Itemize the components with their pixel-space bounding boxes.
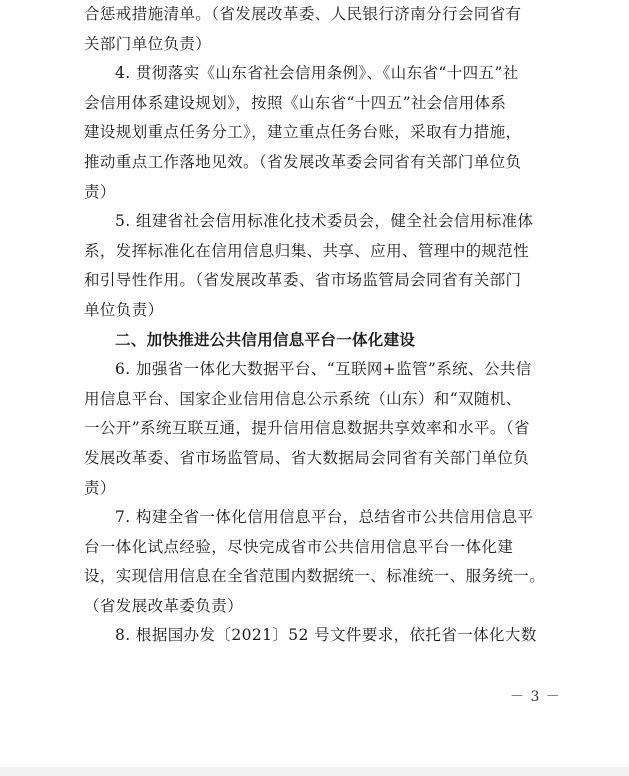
text-line: 会信用体系建设规划》，按照《山东省“十四五”社会信用体系 <box>84 93 507 112</box>
text-line: 6. 加强省一体化大数据平台、“互联网+监管”系统、公共信 <box>115 360 532 379</box>
text-line: 台一体化试点经验，尽快完成省市公共信用信息平台一体化建 <box>84 537 514 556</box>
text-line: 和引导性作用。（省发展改革委、省市场监管局会同省有关部门 <box>84 271 522 290</box>
body-text <box>84 0 554 651</box>
text-line: 合惩戒措施清单。（省发展改革委、人民银行济南分行会同省有 <box>84 5 522 23</box>
text-line: 4. 贯彻落实《山东省社会信用条例》、《山东省“十四五”社 <box>115 64 519 83</box>
text-line: 8. 根据国办发〔2021〕52 号文件要求，依托省一体化大数 <box>115 626 537 645</box>
text-line: 用信息平台、国家企业信用信息公示系统（山东）和“双随机、 <box>84 389 522 408</box>
text-line: （省发展改革委负责） <box>84 596 244 615</box>
text-line: 单位负责） <box>84 300 164 319</box>
text-line: 建设规划重点任务分工》，建立重点任务台账，采取有力措施， <box>84 123 522 142</box>
text-line: 责） <box>84 478 116 497</box>
text-line: 一公开”系统互联互通，提升信用信息数据共享效率和水平。（省 <box>84 419 530 438</box>
text-line: 5. 组建省社会信用标准化技术委员会，健全社会信用标准体 <box>115 212 534 231</box>
page-number: － 3 － <box>510 689 561 705</box>
text-line: 系，发挥标准化在信用信息归集、共享、应用、管理中的规范性 <box>84 241 530 260</box>
text-line: 关部门单位负责） <box>84 34 212 53</box>
section-heading: 二、加快推进公共信用信息平台一体化建设 <box>115 330 416 349</box>
text-line: 设，实现信用信息在全省范围内数据统一、标准统一、服务统一。 <box>84 567 546 586</box>
text-line: 7. 构建全省一体化信用信息平台，总结省市公共信用信息平 <box>115 508 534 527</box>
bottom-edge <box>0 767 629 776</box>
text-line: 推动重点工作落地见效。（省发展改革委会同省有关部门单位负 <box>84 152 522 171</box>
text-line: 责） <box>84 182 116 201</box>
text-line: 发展改革委、省市场监管局、省大数据局会同省有关部门单位负 <box>84 448 530 467</box>
